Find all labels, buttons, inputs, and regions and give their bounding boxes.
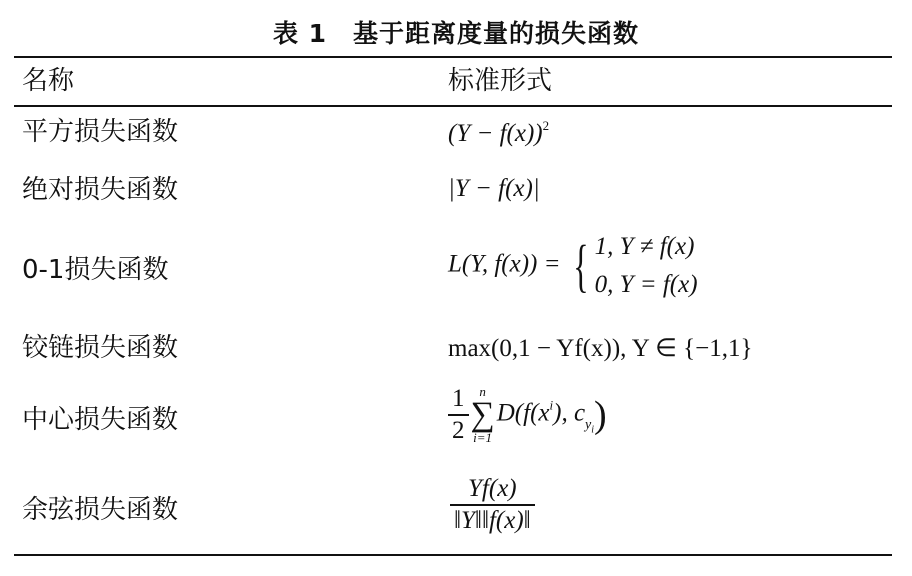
row-name-square: 平方损失函数 xyxy=(22,117,179,147)
formula-cosine-numerator: Yf(x) xyxy=(468,475,517,502)
bottom-rule xyxy=(14,554,892,556)
formula-zero-one-lhs: L(Y, f(x)) = xyxy=(448,250,561,278)
formula-center-body2: ), c xyxy=(553,399,586,427)
coef-denominator: 2 xyxy=(452,416,465,444)
formula-zero-one-cases xyxy=(595,228,698,304)
formula-center xyxy=(448,384,607,446)
row-name-hinge: 铰链损失函数 xyxy=(22,333,179,363)
formula-hinge-text: max(0,1 − Yf(x)), Y ∈ {−1,1} xyxy=(448,335,753,362)
left-brace-icon: { xyxy=(572,233,589,298)
coef-numerator: 1 xyxy=(452,385,465,412)
row-name-center: 中心损失函数 xyxy=(22,405,179,435)
formula-center-sub-i: i xyxy=(591,424,595,436)
formula-zero-one-case1: 1, Y ≠ f(x) xyxy=(594,233,695,260)
sum-upper-limit: n xyxy=(479,383,486,399)
top-rule xyxy=(14,56,892,58)
formula-cosine-denominator: ‖Y‖‖f(x)‖ xyxy=(454,506,531,534)
formula-zero-one-case2: 0, Y = f(x) xyxy=(594,271,698,298)
table-title: 基于距离度量的损失函数 xyxy=(353,19,640,48)
sum-lower-limit: i=1 xyxy=(473,429,493,445)
sum-symbol xyxy=(471,385,495,445)
table-number: 表 1 xyxy=(272,19,328,48)
row-name-zero-one: 0-1损失函数 xyxy=(22,255,169,285)
formula-zero-one xyxy=(448,228,698,304)
formula-cosine xyxy=(450,474,535,536)
formula-hinge xyxy=(448,333,752,363)
header-name: 名称 xyxy=(22,66,75,96)
formula-cosine-frac xyxy=(450,474,535,536)
formula-center-body: D(f(x xyxy=(496,399,550,427)
formula-absolute xyxy=(448,175,540,203)
formula-square-text: (Y − f(x)) xyxy=(448,120,543,147)
header-form: 标准形式 xyxy=(448,66,553,96)
formula-center-sub-y: y xyxy=(585,417,592,433)
table-caption xyxy=(0,14,912,50)
sigma-icon: ∑ xyxy=(470,395,495,433)
formula-square-exp: 2 xyxy=(542,118,550,133)
formula-center-coef xyxy=(448,384,469,446)
formula-center-close: ) xyxy=(594,393,607,436)
formula-center-sup: i xyxy=(549,397,554,413)
formula-square xyxy=(448,118,549,148)
row-name-cosine: 余弦损失函数 xyxy=(22,495,179,525)
formula-absolute-text: |Y − f(x)| xyxy=(448,175,540,202)
header-rule xyxy=(14,105,892,107)
row-name-absolute: 绝对损失函数 xyxy=(22,175,179,205)
